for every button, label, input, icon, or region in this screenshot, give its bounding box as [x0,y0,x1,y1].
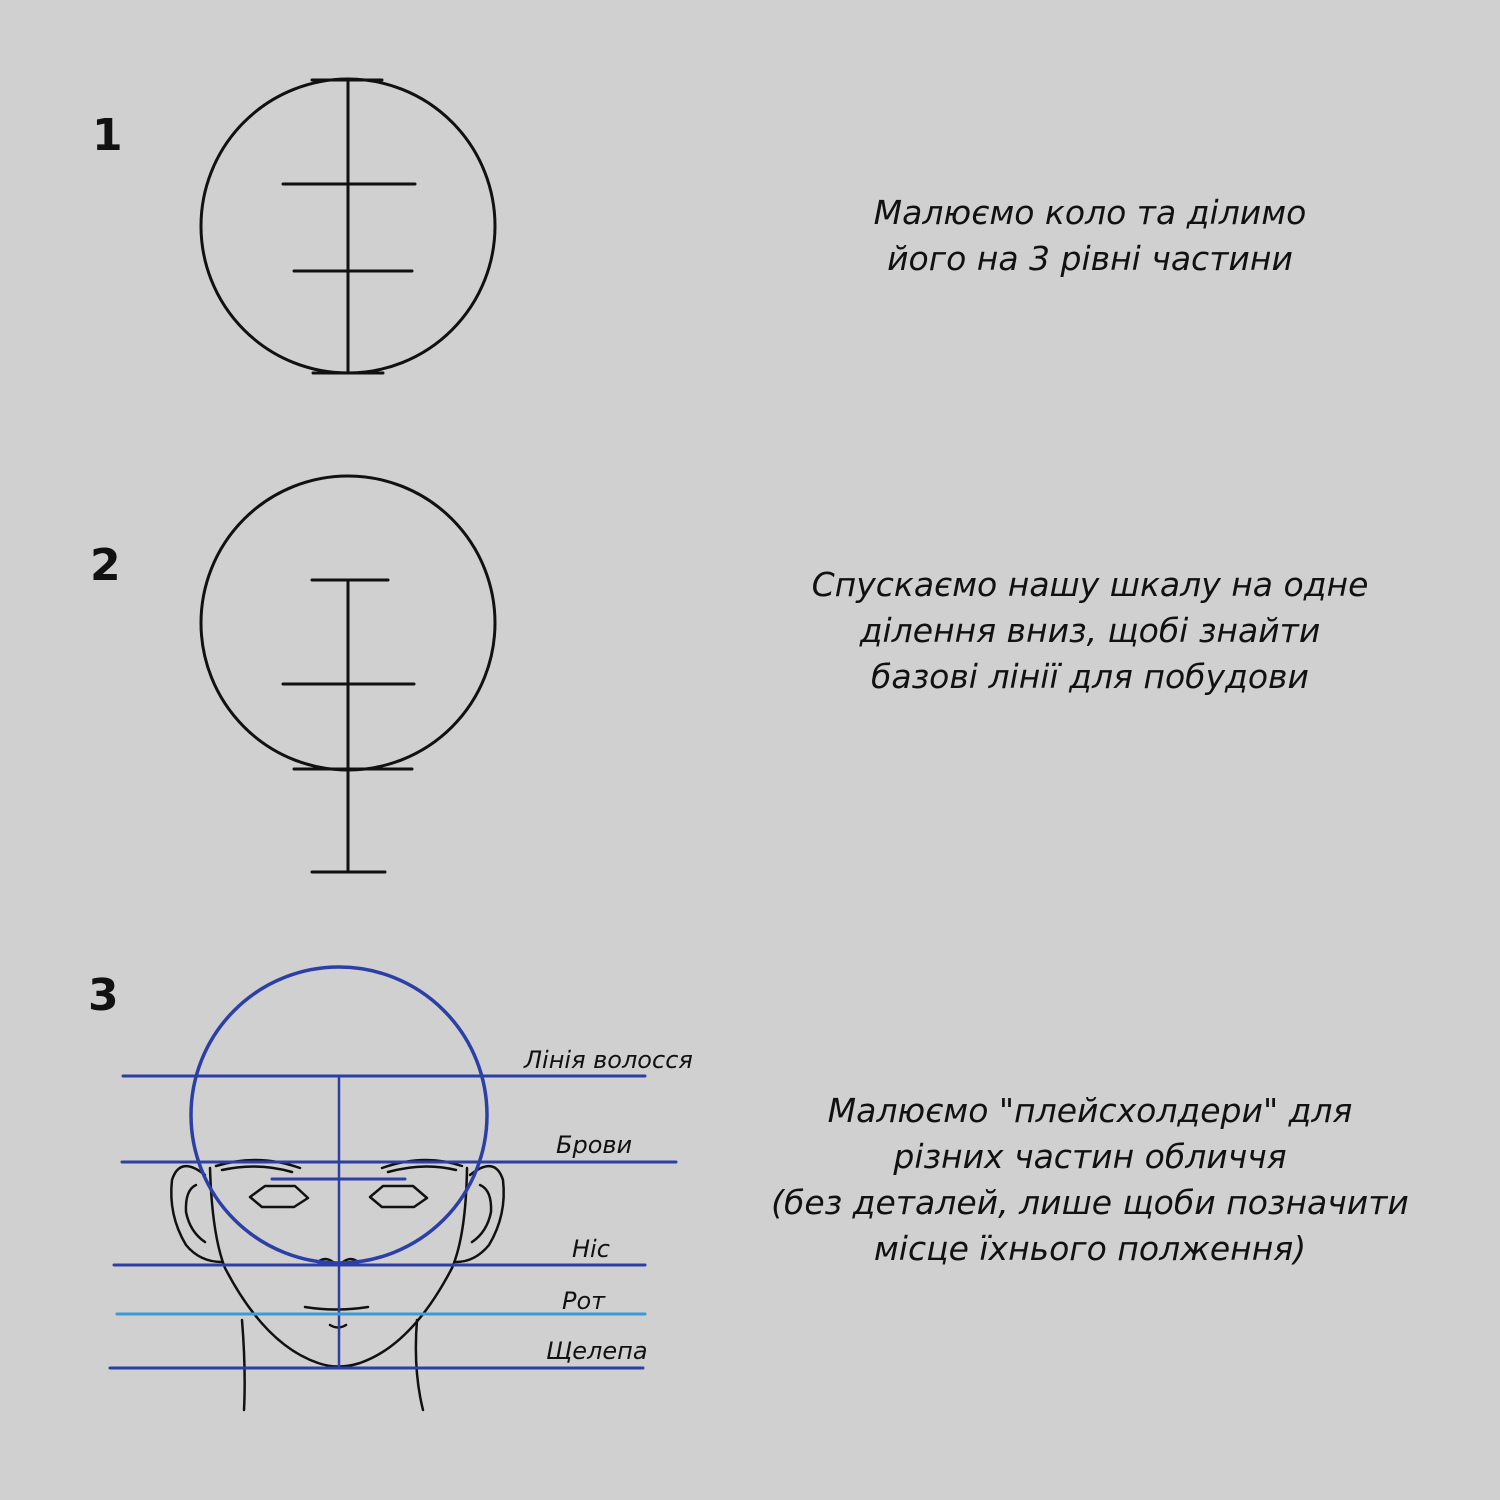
caption-line: Малюємо коло та ділимо [873,193,1307,232]
step-2-number: 2 [90,540,121,591]
caption-line: ділення вниз, щобі знайти [859,611,1321,650]
caption-line: різних частин обличчя [893,1137,1287,1176]
nose-label: Ніс [572,1235,610,1263]
left-ear [171,1166,222,1262]
right-eyebrow-lower [388,1166,456,1172]
right-eye [370,1186,427,1207]
hairline-label: Лінія волосся [524,1046,693,1074]
step-3-face [171,1160,503,1410]
left-eye [250,1186,308,1207]
neck-right [416,1320,423,1410]
caption-line: Спускаємо нашу шкалу на одне [811,565,1369,604]
right-ear-inner [472,1185,491,1242]
step-2-sketch [201,476,495,872]
caption-line: Малюємо "плейсхолдери" для [827,1091,1353,1130]
caption-line: його на 3 рівні частини [887,239,1293,278]
step-1-sketch [201,79,495,373]
caption-line: місце їхнього полження) [873,1229,1307,1268]
left-eyebrow-lower [222,1166,292,1172]
mouth [305,1307,368,1310]
brows-label: Брови [556,1131,633,1159]
caption-line: базові лінії для побудови [871,657,1309,696]
left-ear-inner [186,1185,205,1242]
jaw-label: Щелепа [546,1337,648,1365]
step-1-number: 1 [92,110,123,161]
step-3-number: 3 [88,970,119,1021]
caption-line: (без деталей, лише щоби позначити [771,1183,1409,1222]
neck-left [242,1320,245,1410]
mouth-label: Рот [562,1287,606,1315]
